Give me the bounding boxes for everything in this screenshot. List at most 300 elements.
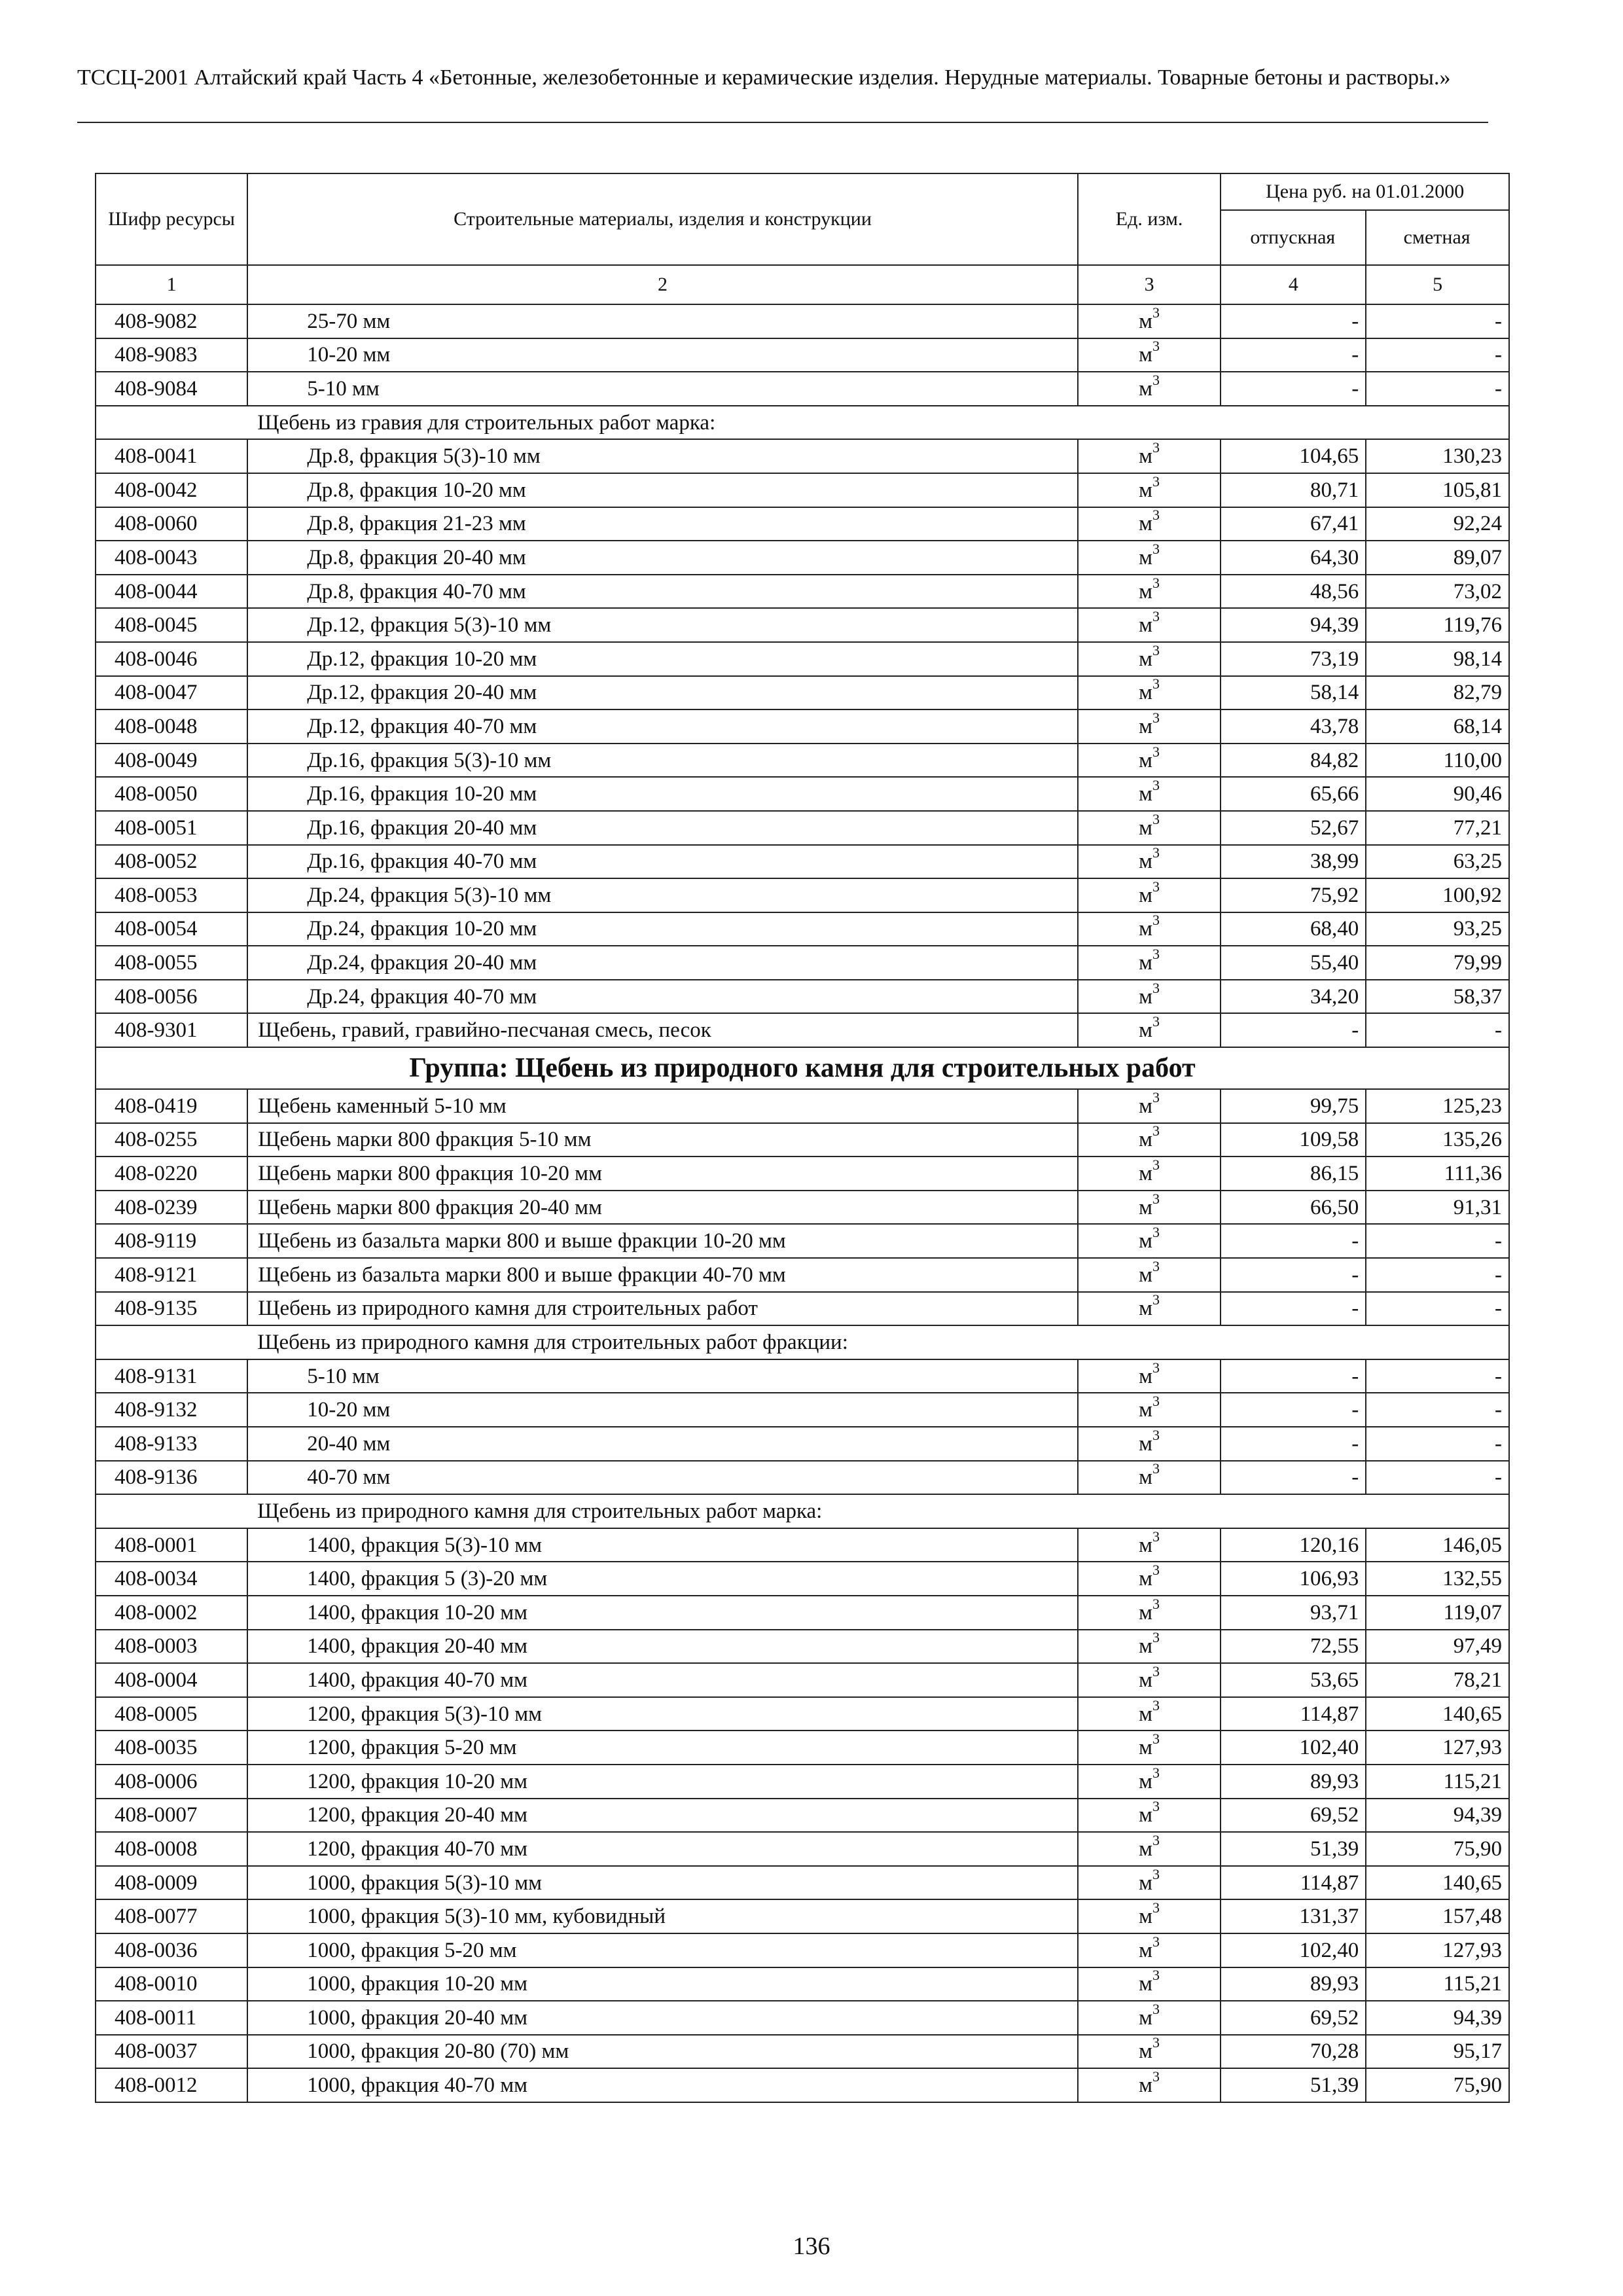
table-row xyxy=(96,1697,1509,1731)
section-code-empty xyxy=(96,1325,247,1359)
resource-code: 408-0005 xyxy=(96,1697,247,1731)
unit-cell xyxy=(1078,744,1221,778)
price-estimate: - xyxy=(1366,1359,1509,1393)
price-release: 89,93 xyxy=(1221,1765,1366,1799)
price-estimate: 75,90 xyxy=(1366,1832,1509,1866)
unit-cell xyxy=(1078,1832,1221,1866)
resource-code: 408-9119 xyxy=(96,1224,247,1258)
price-release: 70,28 xyxy=(1221,2035,1366,2069)
unit-label: м xyxy=(1139,1803,1153,1827)
unit-exponent: 3 xyxy=(1152,1696,1160,1713)
unit-label: м xyxy=(1139,545,1153,569)
unit-label: м xyxy=(1139,951,1153,975)
table-row xyxy=(96,1258,1509,1292)
resource-name: 1000, фракция 5(3)-10 мм xyxy=(247,1866,1077,1900)
price-estimate: - xyxy=(1366,372,1509,406)
unit-label: м xyxy=(1139,2039,1153,2064)
price-estimate: 97,49 xyxy=(1366,1630,1509,1664)
unit-label: м xyxy=(1139,917,1153,941)
unit-cell xyxy=(1078,1731,1221,1765)
unit-label: м xyxy=(1139,1871,1153,1895)
table-row xyxy=(96,338,1509,372)
col-header-code: Шифр ресурсы xyxy=(96,173,247,265)
unit-exponent: 3 xyxy=(1152,1731,1160,1748)
price-release: 48,56 xyxy=(1221,575,1366,609)
resource-code: 408-0043 xyxy=(96,541,247,575)
resource-name: 10-20 мм xyxy=(247,1393,1077,1427)
resource-code: 408-0045 xyxy=(96,608,247,642)
table-row xyxy=(96,1933,1509,1967)
resource-code: 408-0034 xyxy=(96,1562,247,1596)
resource-code: 408-0049 xyxy=(96,744,247,778)
unit-exponent: 3 xyxy=(1152,304,1160,321)
unit-cell xyxy=(1078,1292,1221,1326)
resource-code: 408-0001 xyxy=(96,1528,247,1562)
price-release: 51,39 xyxy=(1221,2068,1366,2102)
resource-code: 408-9132 xyxy=(96,1393,247,1427)
resource-name: Др.12, фракция 10-20 мм xyxy=(247,642,1077,676)
unit-cell xyxy=(1078,1528,1221,1562)
price-release: - xyxy=(1221,304,1366,338)
unit-cell xyxy=(1078,811,1221,845)
unit-cell xyxy=(1078,1866,1221,1900)
price-estimate: 75,90 xyxy=(1366,2068,1509,2102)
resource-code: 408-0419 xyxy=(96,1089,247,1123)
resource-name: Др.16, фракция 5(3)-10 мм xyxy=(247,744,1077,778)
resource-name: 1400, фракция 5 (3)-20 мм xyxy=(247,1562,1077,1596)
price-release: 69,52 xyxy=(1221,2001,1366,2035)
price-release: 109,58 xyxy=(1221,1123,1366,1157)
unit-exponent: 3 xyxy=(1152,1764,1160,1781)
section-row xyxy=(96,406,1509,440)
resource-code: 408-9133 xyxy=(96,1427,247,1461)
unit-exponent: 3 xyxy=(1152,1013,1160,1030)
unit-cell xyxy=(1078,1123,1221,1157)
unit-exponent: 3 xyxy=(1152,1933,1160,1950)
unit-exponent: 3 xyxy=(1152,608,1160,625)
unit-label: м xyxy=(1139,1938,1153,1962)
resource-code: 408-9084 xyxy=(96,372,247,406)
unit-exponent: 3 xyxy=(1152,1393,1160,1410)
col-number-5: 5 xyxy=(1366,265,1509,304)
table-row xyxy=(96,372,1509,406)
price-release: 55,40 xyxy=(1221,946,1366,980)
price-release: 66,50 xyxy=(1221,1191,1366,1225)
unit-cell xyxy=(1078,1933,1221,1967)
resource-name: 1200, фракция 20-40 мм xyxy=(247,1799,1077,1833)
resource-name: 5-10 мм xyxy=(247,1359,1077,1393)
unit-label: м xyxy=(1139,1905,1153,1929)
price-estimate: 73,02 xyxy=(1366,575,1509,609)
resource-name: Щебень, гравий, гравийно-песчаная смесь, песок xyxy=(247,1013,1077,1047)
resource-name: Др.12, фракция 5(3)-10 мм xyxy=(247,608,1077,642)
table-row xyxy=(96,1157,1509,1191)
resource-code: 408-9131 xyxy=(96,1359,247,1393)
resource-code: 408-9301 xyxy=(96,1013,247,1047)
table-row xyxy=(96,1799,1509,1833)
price-release: 43,78 xyxy=(1221,709,1366,744)
price-release: 89,93 xyxy=(1221,1967,1366,2001)
table-row xyxy=(96,1461,1509,1495)
unit-label: м xyxy=(1139,1972,1153,1996)
resource-code: 408-0008 xyxy=(96,1832,247,1866)
price-release: - xyxy=(1221,1013,1366,1047)
table-row xyxy=(96,1630,1509,1664)
unit-cell xyxy=(1078,507,1221,541)
unit-cell xyxy=(1078,1630,1221,1664)
resource-name: 1200, фракция 5-20 мм xyxy=(247,1731,1077,1765)
unit-exponent: 3 xyxy=(1152,1832,1160,1848)
resource-code: 408-9136 xyxy=(96,1461,247,1495)
resource-name: 1000, фракция 20-40 мм xyxy=(247,2001,1077,2035)
price-estimate: 135,26 xyxy=(1366,1123,1509,1157)
table-row xyxy=(96,1832,1509,1866)
section-title: Щебень из природного камня для строительных работ фракции: xyxy=(247,1325,1509,1359)
unit-cell xyxy=(1078,541,1221,575)
unit-exponent: 3 xyxy=(1152,777,1160,794)
resource-code: 408-0010 xyxy=(96,1967,247,2001)
price-release: - xyxy=(1221,1258,1366,1292)
resource-code: 408-0042 xyxy=(96,473,247,507)
price-release: 52,67 xyxy=(1221,811,1366,845)
unit-cell xyxy=(1078,1765,1221,1799)
price-estimate: - xyxy=(1366,338,1509,372)
resource-name: Др.8, фракция 40-70 мм xyxy=(247,575,1077,609)
price-estimate: 110,00 xyxy=(1366,744,1509,778)
table-row xyxy=(96,2068,1509,2102)
resource-name: Щебень из базальта марки 800 и выше фракции 10-20 мм xyxy=(247,1224,1077,1258)
resource-name: 1200, фракция 5(3)-10 мм xyxy=(247,1697,1077,1731)
section-code-empty xyxy=(96,1494,247,1528)
col-header-name: Строительные материалы, изделия и конструкции xyxy=(247,173,1077,265)
unit-cell xyxy=(1078,1359,1221,1393)
price-release: 94,39 xyxy=(1221,608,1366,642)
table-row xyxy=(96,744,1509,778)
price-release: - xyxy=(1221,338,1366,372)
resource-code: 408-0053 xyxy=(96,878,247,912)
table-row xyxy=(96,777,1509,811)
unit-exponent: 3 xyxy=(1152,810,1160,827)
resource-code: 408-0011 xyxy=(96,2001,247,2035)
price-estimate: 92,24 xyxy=(1366,507,1509,541)
col-header-unit: Ед. изм. xyxy=(1078,173,1221,265)
resource-code: 408-0006 xyxy=(96,1765,247,1799)
price-release: 69,52 xyxy=(1221,1799,1366,1833)
price-release: 106,93 xyxy=(1221,1562,1366,1596)
unit-label: м xyxy=(1139,816,1153,840)
price-release: - xyxy=(1221,1224,1366,1258)
unit-cell xyxy=(1078,1663,1221,1697)
price-estimate: 78,21 xyxy=(1366,1663,1509,1697)
table-row xyxy=(96,912,1509,946)
table-row xyxy=(96,1292,1509,1326)
unit-label: м xyxy=(1139,1297,1153,1321)
price-release: 65,66 xyxy=(1221,777,1366,811)
price-estimate: 93,25 xyxy=(1366,912,1509,946)
resource-code: 408-0012 xyxy=(96,2068,247,2102)
unit-cell xyxy=(1078,980,1221,1014)
price-release: - xyxy=(1221,1427,1366,1461)
unit-exponent: 3 xyxy=(1152,1865,1160,1882)
table-row xyxy=(96,1224,1509,1258)
price-estimate: 127,93 xyxy=(1366,1731,1509,1765)
unit-cell xyxy=(1078,1013,1221,1047)
price-release: - xyxy=(1221,1292,1366,1326)
col-header-price: Цена руб. на 01.01.2000 xyxy=(1221,173,1509,210)
resource-code: 408-0052 xyxy=(96,845,247,879)
table-row xyxy=(96,2035,1509,2069)
unit-label: м xyxy=(1139,1364,1153,1388)
unit-label: м xyxy=(1139,478,1153,502)
resource-name: Др.12, фракция 20-40 мм xyxy=(247,676,1077,710)
price-estimate: 98,14 xyxy=(1366,642,1509,676)
unit-label: м xyxy=(1139,444,1153,469)
price-estimate: - xyxy=(1366,1292,1509,1326)
price-estimate: 157,48 xyxy=(1366,1899,1509,1933)
page-number: 136 xyxy=(793,2233,830,2260)
price-estimate: - xyxy=(1366,1013,1509,1047)
price-estimate: 94,39 xyxy=(1366,2001,1509,2035)
unit-label: м xyxy=(1139,850,1153,874)
unit-exponent: 3 xyxy=(1152,912,1160,929)
unit-exponent: 3 xyxy=(1152,1190,1160,1207)
price-release: 120,16 xyxy=(1221,1528,1366,1562)
resource-code: 408-0007 xyxy=(96,1799,247,1833)
table-row xyxy=(96,507,1509,541)
unit-label: м xyxy=(1139,1702,1153,1726)
unit-exponent: 3 xyxy=(1152,574,1160,591)
price-release: 34,20 xyxy=(1221,980,1366,1014)
price-release: 58,14 xyxy=(1221,676,1366,710)
unit-exponent: 3 xyxy=(1152,1562,1160,1579)
price-release: 38,99 xyxy=(1221,845,1366,879)
unit-exponent: 3 xyxy=(1152,1460,1160,1477)
resource-code: 408-0048 xyxy=(96,709,247,744)
group-row xyxy=(96,1047,1509,1089)
unit-exponent: 3 xyxy=(1152,2001,1160,2017)
resource-name: Щебень марки 800 фракция 5-10 мм xyxy=(247,1123,1077,1157)
resource-code: 408-0047 xyxy=(96,676,247,710)
section-title: Щебень из природного камня для строительных работ марка: xyxy=(247,1494,1509,1528)
unit-exponent: 3 xyxy=(1152,946,1160,963)
unit-cell xyxy=(1078,1967,1221,2001)
unit-exponent: 3 xyxy=(1152,743,1160,760)
resource-code: 408-0046 xyxy=(96,642,247,676)
resource-name: 1000, фракция 10-20 мм xyxy=(247,1967,1077,2001)
price-release: 75,92 xyxy=(1221,878,1366,912)
resource-code: 408-0009 xyxy=(96,1866,247,1900)
resource-name: 1400, фракция 10-20 мм xyxy=(247,1596,1077,1630)
price-estimate: 132,55 xyxy=(1366,1562,1509,1596)
col-number-1: 1 xyxy=(96,265,247,304)
resource-name: 40-70 мм xyxy=(247,1461,1077,1495)
unit-exponent: 3 xyxy=(1152,2034,1160,2051)
unit-cell xyxy=(1078,2001,1221,2035)
price-release: 68,40 xyxy=(1221,912,1366,946)
resource-code: 408-0056 xyxy=(96,980,247,1014)
resource-name: Щебень марки 800 фракция 10-20 мм xyxy=(247,1157,1077,1191)
unit-exponent: 3 xyxy=(1152,1798,1160,1815)
unit-label: м xyxy=(1139,1533,1153,1557)
resource-name: Др.16, фракция 10-20 мм xyxy=(247,777,1077,811)
resource-name: 1000, фракция 5-20 мм xyxy=(247,1933,1077,1967)
table-row xyxy=(96,473,1509,507)
section-code-empty xyxy=(96,406,247,440)
group-title: Группа: Щебень из природного камня для строительных работ xyxy=(96,1047,1509,1089)
price-release: 114,87 xyxy=(1221,1866,1366,1900)
unit-cell xyxy=(1078,1899,1221,1933)
unit-cell xyxy=(1078,777,1221,811)
table-row xyxy=(96,541,1509,575)
resource-code: 408-0003 xyxy=(96,1630,247,1664)
table-row xyxy=(96,878,1509,912)
unit-exponent: 3 xyxy=(1152,1595,1160,1612)
resource-code: 408-0041 xyxy=(96,439,247,473)
table-header xyxy=(96,173,1509,304)
resource-code: 408-9121 xyxy=(96,1258,247,1292)
price-estimate: 100,92 xyxy=(1366,878,1509,912)
table-row xyxy=(96,2001,1509,2035)
price-release: 86,15 xyxy=(1221,1157,1366,1191)
col-number-2: 2 xyxy=(247,265,1077,304)
price-estimate: - xyxy=(1366,1427,1509,1461)
price-release: 102,40 xyxy=(1221,1933,1366,1967)
price-release: - xyxy=(1221,1393,1366,1427)
unit-exponent: 3 xyxy=(1152,1528,1160,1545)
price-estimate: 119,07 xyxy=(1366,1596,1509,1630)
table-row xyxy=(96,439,1509,473)
resource-code: 408-9082 xyxy=(96,304,247,338)
table-row xyxy=(96,980,1509,1014)
unit-cell xyxy=(1078,1562,1221,1596)
price-release: 131,37 xyxy=(1221,1899,1366,1933)
resource-name: 1000, фракция 40-70 мм xyxy=(247,2068,1077,2102)
resource-name: 1400, фракция 40-70 мм xyxy=(247,1663,1077,1697)
resource-code: 408-0054 xyxy=(96,912,247,946)
resource-name: Др.12, фракция 40-70 мм xyxy=(247,709,1077,744)
unit-exponent: 3 xyxy=(1152,709,1160,726)
unit-cell xyxy=(1078,575,1221,609)
unit-cell xyxy=(1078,1596,1221,1630)
price-release: 93,71 xyxy=(1221,1596,1366,1630)
unit-label: м xyxy=(1139,2073,1153,2098)
unit-cell xyxy=(1078,338,1221,372)
unit-cell xyxy=(1078,304,1221,338)
price-release: 84,82 xyxy=(1221,744,1366,778)
unit-label: м xyxy=(1139,376,1153,401)
resource-name: 1000, фракция 20-80 (70) мм xyxy=(247,2035,1077,2069)
price-estimate: 82,79 xyxy=(1366,676,1509,710)
unit-cell xyxy=(1078,1393,1221,1427)
table-row xyxy=(96,1013,1509,1047)
resource-name: 5-10 мм xyxy=(247,372,1077,406)
table-row xyxy=(96,304,1509,338)
price-estimate: 89,07 xyxy=(1366,541,1509,575)
price-estimate: 140,65 xyxy=(1366,1697,1509,1731)
unit-exponent: 3 xyxy=(1152,372,1160,388)
table-row xyxy=(96,1596,1509,1630)
resource-code: 408-0050 xyxy=(96,777,247,811)
unit-label: м xyxy=(1139,1018,1153,1043)
unit-label: м xyxy=(1139,1769,1153,1793)
unit-exponent: 3 xyxy=(1152,1967,1160,1984)
resource-name: Др.24, фракция 40-70 мм xyxy=(247,980,1077,1014)
unit-label: м xyxy=(1139,1162,1153,1186)
unit-exponent: 3 xyxy=(1152,1258,1160,1274)
price-table xyxy=(95,173,1510,2103)
price-estimate: 111,36 xyxy=(1366,1157,1509,1191)
price-estimate: 94,39 xyxy=(1366,1799,1509,1833)
unit-label: м xyxy=(1139,1398,1153,1422)
unit-label: м xyxy=(1139,1195,1153,1219)
price-estimate: - xyxy=(1366,1258,1509,1292)
unit-label: м xyxy=(1139,883,1153,907)
resource-code: 408-0051 xyxy=(96,811,247,845)
price-release: 102,40 xyxy=(1221,1731,1366,1765)
table-row xyxy=(96,1427,1509,1461)
unit-exponent: 3 xyxy=(1152,1122,1160,1139)
resource-code: 408-0060 xyxy=(96,507,247,541)
resource-code: 408-0035 xyxy=(96,1731,247,1765)
unit-label: м xyxy=(1139,782,1153,806)
price-estimate: 119,76 xyxy=(1366,608,1509,642)
unit-cell xyxy=(1078,642,1221,676)
unit-exponent: 3 xyxy=(1152,1291,1160,1308)
table-row xyxy=(96,1123,1509,1157)
unit-label: м xyxy=(1139,1634,1153,1659)
unit-label: м xyxy=(1139,647,1153,671)
unit-cell xyxy=(1078,912,1221,946)
unit-cell xyxy=(1078,1258,1221,1292)
price-release: 72,55 xyxy=(1221,1630,1366,1664)
table-row xyxy=(96,642,1509,676)
price-release: 67,41 xyxy=(1221,507,1366,541)
unit-exponent: 3 xyxy=(1152,507,1160,524)
resource-code: 408-0239 xyxy=(96,1191,247,1225)
price-release: 64,30 xyxy=(1221,541,1366,575)
col-header-price-release: отпускная xyxy=(1221,210,1366,265)
resource-code: 408-0077 xyxy=(96,1899,247,1933)
unit-label: м xyxy=(1139,681,1153,705)
unit-exponent: 3 xyxy=(1152,2068,1160,2085)
unit-label: м xyxy=(1139,1567,1153,1591)
col-number-3: 3 xyxy=(1078,265,1221,304)
resource-code: 408-0220 xyxy=(96,1157,247,1191)
price-estimate: 115,21 xyxy=(1366,1967,1509,2001)
price-estimate: 90,46 xyxy=(1366,777,1509,811)
resource-code: 408-0044 xyxy=(96,575,247,609)
unit-cell xyxy=(1078,1157,1221,1191)
unit-exponent: 3 xyxy=(1152,439,1160,456)
table-row xyxy=(96,1562,1509,1596)
resource-name: Др.8, фракция 21-23 мм xyxy=(247,507,1077,541)
unit-cell xyxy=(1078,2035,1221,2069)
price-estimate: - xyxy=(1366,1224,1509,1258)
col-number-4: 4 xyxy=(1221,265,1366,304)
resource-name: Щебень из базальта марки 800 и выше фракции 40-70 мм xyxy=(247,1258,1077,1292)
resource-name: Др.16, фракция 40-70 мм xyxy=(247,845,1077,879)
document-title: ТССЦ-2001 Алтайский край Часть 4 «Бетонные, железобетонные и керамические изделия. Нерудные материалы. Товарные бетоны и растворы.» xyxy=(77,65,1451,90)
unit-label: м xyxy=(1139,1229,1153,1253)
unit-label: м xyxy=(1139,748,1153,772)
resource-code: 408-0037 xyxy=(96,2035,247,2069)
unit-label: м xyxy=(1139,512,1153,536)
unit-cell xyxy=(1078,1799,1221,1833)
resource-code: 408-0036 xyxy=(96,1933,247,1967)
resource-code: 408-0255 xyxy=(96,1123,247,1157)
unit-label: м xyxy=(1139,984,1153,1009)
unit-cell xyxy=(1078,1191,1221,1225)
